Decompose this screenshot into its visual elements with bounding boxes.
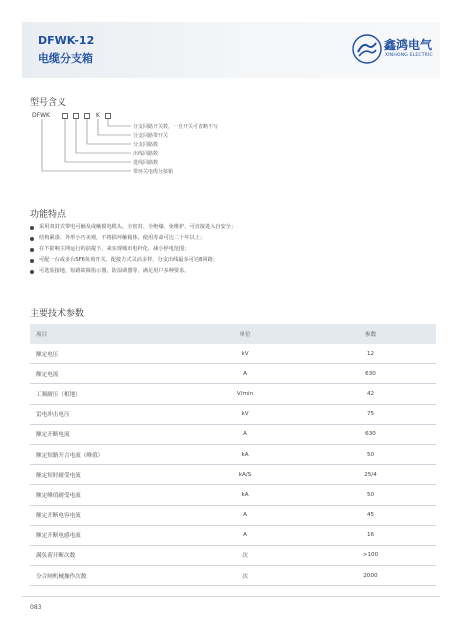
model-section-title: 型号含义 xyxy=(30,98,67,108)
param-name: 工频耐压（相地） xyxy=(30,384,185,404)
company-logo xyxy=(352,32,442,68)
param-name: 额定电流 xyxy=(30,364,185,384)
footer-divider xyxy=(22,596,440,597)
product-code: DFWK-12 xyxy=(38,34,95,47)
brand-name-en: XINHONG ELECTRIC xyxy=(385,53,433,58)
page-number: 083 xyxy=(30,604,42,611)
param-name: 额定开断电容电流 xyxy=(30,505,185,525)
model-prefix: DFWK xyxy=(32,112,50,119)
feature-item: 在不影响主网运行的前提下，来实现城市电杆化，减小停电范围； xyxy=(30,244,430,255)
param-name: 额定短路开合电流（峰值） xyxy=(30,444,185,464)
model-desc-3: 分支回路数 xyxy=(133,142,159,148)
table-row xyxy=(30,485,436,505)
param-name: 分合闸机械操作次数 xyxy=(30,566,185,586)
brand-name-cn: 鑫鸿电气 xyxy=(384,38,433,52)
feature-item: 可配一台或多台SF6负荷开关，配接方式灵活多样，分支出线最多可达8回路； xyxy=(30,255,430,266)
param-unit: kV xyxy=(185,404,305,424)
param-unit: A xyxy=(185,505,305,525)
model-k-letter: K xyxy=(96,112,100,119)
params-section-title: 主要技术参数 xyxy=(30,309,85,319)
param-unit: kA xyxy=(185,444,305,464)
table-row xyxy=(30,424,436,444)
param-name: 额定开断电感电流 xyxy=(30,525,185,545)
feature-item: 采用双封式带电可触及或触摸电缆头，全密封、全绝缘、免维护，可直接进入自安全； xyxy=(30,222,430,233)
header-unit: 单位 xyxy=(185,324,305,344)
param-value: 16 xyxy=(305,525,436,545)
table-row xyxy=(30,444,436,464)
param-name: 额定电压 xyxy=(30,344,185,364)
model-desc-1: 分支回路开关数，一自开关可省略不写 xyxy=(133,124,219,130)
param-name: 满负荷开断次数 xyxy=(30,545,185,565)
param-value: 630 xyxy=(305,424,436,444)
param-unit: V/min xyxy=(185,384,305,404)
param-value: 12 xyxy=(305,344,436,364)
param-value: 42 xyxy=(305,384,436,404)
param-value: 75 xyxy=(305,404,436,424)
param-unit: kV xyxy=(185,344,305,364)
header-value: 参数 xyxy=(305,324,436,344)
model-desc-5: 进线回路数 xyxy=(133,160,159,166)
model-desc-2: 分支回路带开关 xyxy=(133,133,169,139)
param-value: 25/4 xyxy=(305,465,436,485)
header-item: 项目 xyxy=(30,324,185,344)
param-value: 50 xyxy=(305,485,436,505)
features-section-title: 功能特点 xyxy=(30,210,67,220)
feature-list xyxy=(30,222,430,277)
table-row xyxy=(30,505,436,525)
param-name: 雷电冲击电压 xyxy=(30,404,185,424)
param-name: 额定开断电流 xyxy=(30,424,185,444)
table-row xyxy=(30,465,436,485)
table-row xyxy=(30,566,436,586)
param-name: 额定峰值耐受电流 xyxy=(30,485,185,505)
table-row xyxy=(30,384,436,404)
param-unit: kA xyxy=(185,485,305,505)
table-row xyxy=(30,404,436,424)
param-unit: A xyxy=(185,424,305,444)
param-unit: A xyxy=(185,364,305,384)
param-value: 630 xyxy=(305,364,436,384)
product-name: 电缆分支箱 xyxy=(38,52,93,65)
param-unit: 次 xyxy=(185,545,305,565)
table-row xyxy=(30,545,436,565)
model-desc-4: 出线回路数 xyxy=(133,151,159,157)
table-row xyxy=(30,525,436,545)
technical-params-table xyxy=(30,324,436,586)
param-unit: A xyxy=(185,525,305,545)
table-row xyxy=(30,344,436,364)
feature-item: 可选装接地，短路故障指示器，防湿调器等，满足用户多种要求。 xyxy=(30,266,430,277)
param-value: 50 xyxy=(305,444,436,464)
param-unit: kA/S xyxy=(185,465,305,485)
brand-logo-icon xyxy=(352,34,382,64)
table-header-row xyxy=(30,324,436,344)
param-name: 额定短时耐受电流 xyxy=(30,465,185,485)
page-header xyxy=(22,22,440,78)
param-value: >100 xyxy=(305,545,436,565)
param-value: 45 xyxy=(305,505,436,525)
param-unit: 次 xyxy=(185,566,305,586)
feature-item: 结构紧凑、外形小巧美观，不将损坏触箱体，使用寿命可达二十年以上； xyxy=(30,233,430,244)
param-value: 2000 xyxy=(305,566,436,586)
model-desc-6: 带环关电缆分接箱 xyxy=(133,169,174,175)
table-row xyxy=(30,364,436,384)
model-designation-diagram xyxy=(28,110,288,192)
